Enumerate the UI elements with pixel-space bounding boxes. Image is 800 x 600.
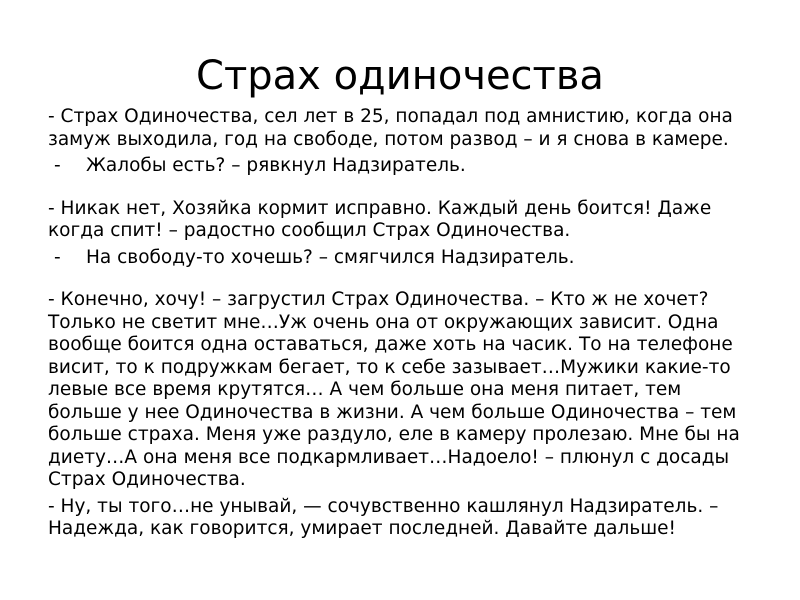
- paragraph-3: - Никак нет, Хозяйка кормит исправно. Каждый день боится! Даже когда спит! – радостно сообщил Страх Одиночества.: [48, 197, 712, 241]
- paragraph-5: - Конечно, хочу! – загрустил Страх Одиночества. – Кто ж не хочет? Только не светит мне…Уж очень она от окружающих зависит. Одна вообще боится одна оставаться, даже хоть на часик. То на телефоне висит, то к подружкам бегает, то к себе зазывает…Мужики какие-то левые все время крутятся… А чем больше она меня питает, тем больше у нее Одиночества в жизни. А чем больше Одиночества – тем больше страха. Меня уже раздуло, еле в камеру пролезаю. Мне бы на диету…А она меня все подкармливает…Надоело! – плюнул с досады Страх Одиночества.: [48, 289, 740, 490]
- slide-body: [48, 106, 760, 541]
- dialogue-text: Жалобы есть? – рявкнул Надзиратель.: [86, 155, 466, 176]
- slide-title: Страх одиночества: [196, 53, 604, 99]
- dash-marker: -: [54, 155, 61, 176]
- dash-marker: -: [54, 246, 61, 268]
- paragraph-1: - Страх Одиночества, сел лет в 25, попадал под амнистию, когда она замуж выходила, год на свободе, потом развод – и я снова в камере.: [48, 106, 733, 150]
- dialogue-line-2: [48, 155, 760, 178]
- dialogue-line-4: [48, 247, 760, 270]
- paragraph-6: - Ну, ты того…не унывай, — сочувственно кашлянул Надзиратель. – Надежда, как говорится, умирает последней. Давайте дальше!: [48, 495, 719, 539]
- dialogue-text: На свободу-то хочешь? – смягчился Надзиратель.: [86, 246, 575, 268]
